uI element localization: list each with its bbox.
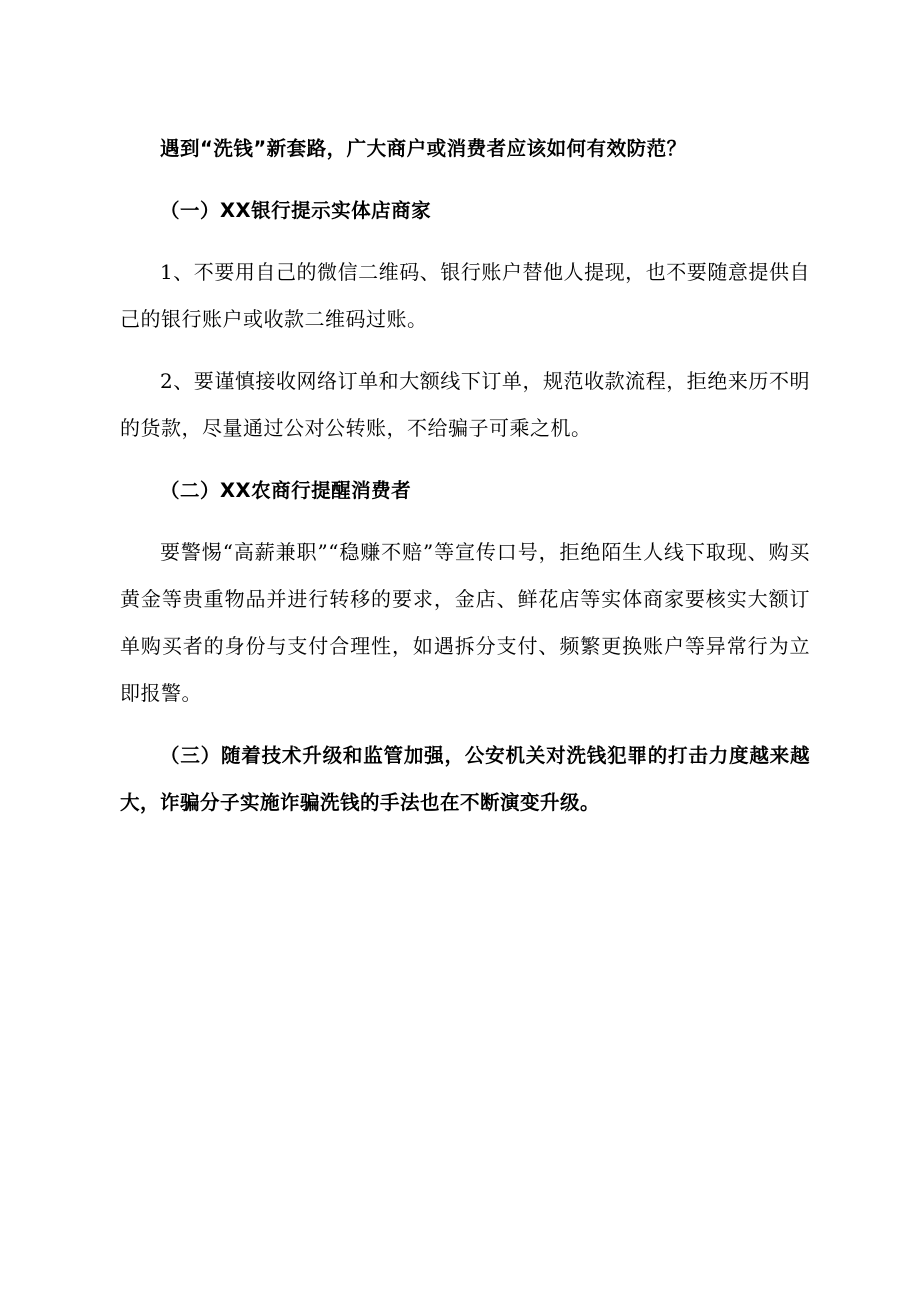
section-1-item-1: 1、不要用自己的微信二维码、银行账户替他人提现，也不要随意提供自己的银行账户或收款二维码过账。 — [120, 260, 810, 331]
section-2-body: 要警惕“高薪兼职”“稳赚不赔”等宣传口号，拒绝陌生人线下取现、购买黄金等贵重物品并进行转移的要求，金店、鲜花店等实体商家要核实大额订单购买者的身份与支付合理性，如遇拆分支付、频繁更换账户等异常行为立即报警。 — [120, 540, 810, 705]
section-2-heading: （二）XX农商行提醒消费者 — [160, 479, 412, 502]
document-title: 遇到“洗钱”新套路，广大商户或消费者应该如何有效防范？ — [160, 137, 687, 160]
section-1-heading: （一）XX银行提示实体店商家 — [160, 199, 432, 222]
section-1-item-2: 2、要谨慎接收网络订单和大额线下订单，规范收款流程，拒绝来历不明的货款，尽量通过公对公转账，不给骗子可乘之机。 — [120, 369, 810, 440]
section-3-text: （三）随着技术升级和监管加强，公安机关对洗钱犯罪的打击力度越来越大，诈骗分子实施诈骗洗钱的手法也在不断演变升级。 — [120, 744, 810, 814]
document-body — [120, 125, 810, 841]
